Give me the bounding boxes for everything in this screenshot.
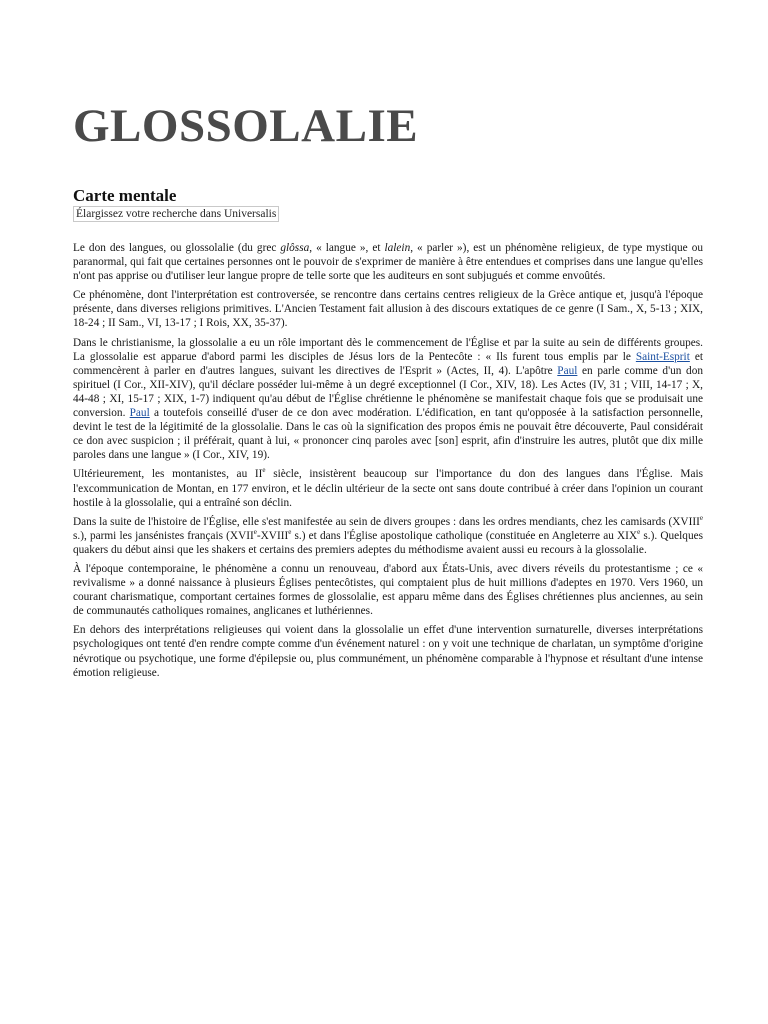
paragraph-6: À l'époque contemporaine, le phénomène a connu un renouveau, d'abord aux États-Unis, avec divers réveils du protestantisme ; ce « revivalisme » a donné naissance à plusieurs Églises pentecôtistes, qui comptaient plus de huit millions d'adeptes en 1970. Vers 1960, un courant charismatique, comportant certaines formes de glossolalie, est apparu même dans des Églises chrétiennes plus anciennes, au sein de communautés catholiques romaines, anglicanes et luthériennes. (73, 562, 703, 618)
link-saint-esprit[interactable]: Saint-Esprit (635, 350, 690, 363)
text-run: s.), parmi les jansénistes français (XVII (73, 529, 254, 542)
text-run: Dans le christianisme, la glossolalie a eu un rôle important dès le commencement de l'Église et par la suite au sein de différents groupes. La glossolalie est apparue d'abord parmi les disciples de Jésus lors de la Pentecôte : « Ils furent tous emplis par le (73, 336, 703, 363)
superscript: e (637, 528, 641, 537)
text-run: -XVIII (256, 529, 289, 542)
link-paul[interactable]: Paul (129, 407, 150, 420)
link-paul[interactable]: Paul (557, 364, 578, 377)
paragraph-2: Ce phénomène, dont l'interprétation est controversée, se rencontre dans certains centres religieux de la Grèce antique et, jusqu'à l'époque présente, dans diverses religions primitives. L'Ancien Testament fait allusion à des discours extatiques de ce genre (I Sam., X, 5-13 ; XIX, 18-24 ; II Sam., VI, 13-17 ; I Rois, XX, 35-37). (73, 289, 703, 330)
superscript: e (288, 528, 292, 537)
text-run: en parle comme d'un don spirituel (I Cor., XII-XIV), qu'il déclare posséder lui-même à un degré exceptionnel (I Cor., XIV, 18). Les Actes (IV, 31 ; VIII, 14-17 ; X, 44-48 ; XI, 15-17 ; XIX, 1-7) indiquent qu'au début de l'Église chrétienne le phénomène se manifestait chaque fois que se produisait une conversion. (73, 364, 703, 420)
greek-term: glôssa (280, 242, 310, 254)
paragraph-4 (73, 467, 703, 509)
text-run: , « langue », et (309, 242, 385, 254)
text-run: s.) et dans l'Église apostolique catholique (constituée en Angleterre au XIX (291, 529, 638, 542)
text-run: a toutefois conseillé d'user de ce don avec modération. L'édification, en tant qu'opposée à la satisfaction personnelle, devint le test de la légitimité de la glossolalie. Dans le cas où la signification des propos émis ne pouvait être découverte, Paul considérait ce don avec suspicion ; il préférait, quant à lui, « prononcer cinq paroles avec [son] esprit, afin d'instruire les autres, plutôt que dix mille paroles dans une langue » (I Cor., XIV, 19). (73, 407, 703, 462)
superscript: e (262, 466, 266, 475)
text-run: Ultérieurement, les montanistes, au II (73, 468, 263, 481)
superscript: e (699, 513, 703, 522)
text-run: s.). Quelques quakers du début ainsi que les shakers et certains des premiers adeptes du méthodisme avaient aussi eu recours à la glossolalie. (73, 529, 704, 556)
broaden-search-link[interactable]: Élargissez votre recherche dans Universalis (73, 206, 279, 222)
page-title: GLOSSOLALIE (73, 100, 419, 152)
paragraph-3 (73, 336, 703, 463)
superscript: e (253, 528, 257, 537)
article-body (73, 241, 703, 685)
text-run: Dans la suite de l'histoire de l'Église, elle s'est manifestée au sein de divers groupes : dans les ordres mendiants, chez les camisards (XVIII (73, 515, 700, 528)
text-run: Le don des langues, ou glossolalie (du grec (73, 242, 281, 254)
text-run: siècle, insistèrent beaucoup sur l'importance du don des langues dans l'Église. Mais l'excommunication de Montan, en 177 environ, et le déclin ultérieur de la secte ont sans doute contribué à créer dans l'opinion un courant hostile à la glossolalie, qui a entraîné son déclin. (73, 468, 703, 509)
greek-term: lalein (384, 242, 411, 254)
paragraph-1 (73, 241, 703, 283)
text-run: , « parler »), est un phénomène religieux, de type mystique ou paranormal, qui fait que certaines personnes ont le pouvoir de s'exprimer de manière à être entendues et comprises dans une langue qu'elles n'ont pas apprise ou d'utiliser leur langue propre de telle sorte que les auditeurs en sont subjugués et comme envoûtés. (73, 242, 703, 283)
section-heading: Carte mentale (73, 186, 177, 205)
paragraph-7: En dehors des interprétations religieuses qui voient dans la glossolalie un effet d'une intervention surnaturelle, diverses interprétations psychologiques ont tenté d'en rendre compte comme d'un événement naturel : on y voit une technique de charlatan, un symptôme d'origine névrotique ou psychotique, une forme d'épilepsie ou, plus communément, un phénomène comparable à l'hypnose et résultant d'une intense émotion religieuse. (73, 624, 703, 679)
paragraph-5 (73, 515, 703, 557)
text-run: et commencèrent à parler en d'autres langues, suivant les directives de l'Esprit » (Actes, II, 4). L'apôtre (73, 350, 703, 377)
